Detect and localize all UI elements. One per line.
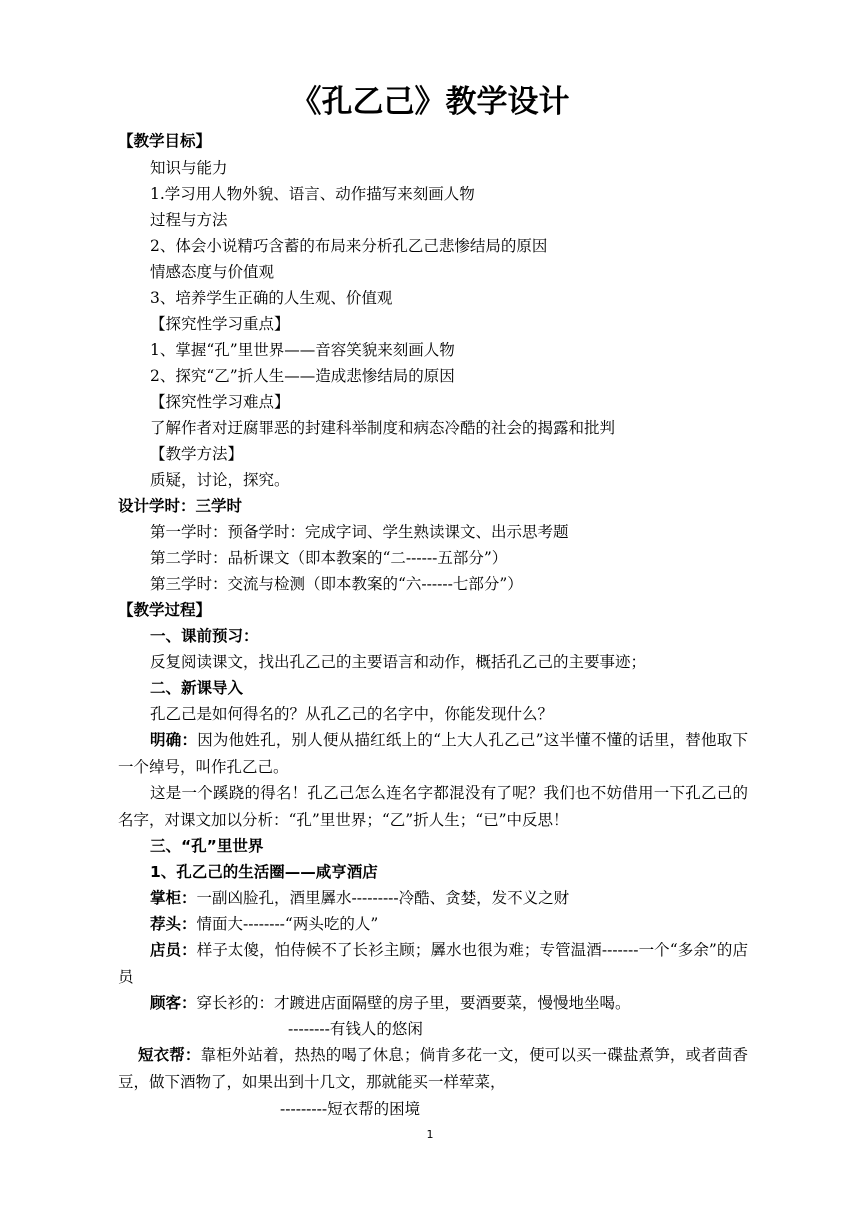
character-label: 荐头：: [150, 915, 197, 933]
subsection-title: 1、孔乙己的生活圈——咸亨酒店: [150, 863, 378, 881]
methods-heading: 【教学方法】: [150, 445, 244, 463]
character-text: 一副凶脸孔，酒里羼水---------冷酷、贪婪，发不义之财: [196, 889, 570, 907]
character-text: 情面大--------“两头吃的人”: [196, 915, 379, 933]
section-title: 二、新课导入: [150, 679, 244, 697]
character-text: 穿长衫的：才踱进店面隔壁的房子里，要酒要菜，慢慢地坐喝。: [196, 994, 631, 1012]
document-title: 《孔乙己》教学设计: [290, 84, 570, 120]
schedule-heading: 设计学时：三学时: [118, 497, 243, 515]
schedule-line: 第一学时：预备学时：完成字词、学生熟读课文、出示思考题: [150, 523, 569, 541]
objective-line: 3、培养学生正确的人生观、价值观: [150, 289, 393, 307]
page-number: 1: [426, 1128, 434, 1141]
schedule-line: 第二学时：品析课文（即本教案的“二------五部分”）: [150, 549, 508, 567]
section-title: 三、“孔”里世界: [150, 837, 264, 855]
note-line: --------有钱人的悠闲: [288, 1020, 423, 1038]
character-label: 店员：: [150, 941, 197, 959]
difficulty-heading: 【探究性学习难点】: [150, 393, 290, 411]
objectives-heading: 【教学目标】: [118, 132, 212, 150]
intro-paragraph: 这是一个蹊跷的得名！孔乙己怎么连名字都混没有了呢？我们也不妨借用一下孔乙己的名字，对课文加以分析：“孔”里世界；“乙”折人生；“已”中反思！: [118, 784, 748, 829]
key-point-line: 1、掌握“孔”里世界——音容笑貌来刻画人物: [150, 341, 455, 359]
character-paragraph: [118, 1042, 748, 1095]
note-line: ---------短衣帮的困境: [280, 1100, 421, 1118]
process-heading: 【教学过程】: [118, 601, 212, 619]
schedule-line: 第三学时：交流与检测（即本教案的“六------七部分”）: [150, 575, 523, 593]
character-line: [150, 911, 378, 937]
objective-line: 情感态度与价值观: [150, 263, 275, 281]
objective-line: 1.学习用人物外貌、语言、动作描写来刻画人物: [150, 185, 475, 203]
character-text: 样子太傻，怕侍候不了长衫主顾；羼水也很为难；专管温酒-------一个“多余”的店员: [118, 941, 748, 986]
section-text: 孔乙己是如何得名的？从孔乙己的名字中，你能发现什么？: [150, 705, 554, 723]
difficulty-line: 了解作者对迂腐罪恶的封建科举制度和病态冷酷的社会的揭露和批判: [150, 419, 616, 437]
character-label: 顾客：: [150, 994, 197, 1012]
objective-line: 知识与能力: [150, 159, 228, 177]
character-line: [150, 990, 631, 1016]
character-label: 掌柜：: [150, 889, 197, 907]
objective-line: 过程与方法: [150, 211, 228, 229]
ming-label: 明确：: [150, 731, 198, 749]
character-paragraph: [118, 937, 748, 990]
character-line: [150, 885, 569, 911]
section-text: 反复阅读课文，找出孔乙己的主要语言和动作，概括孔乙己的主要事迹；: [150, 653, 647, 671]
character-text: 靠柜外站着，热热的喝了休息；倘肯多花一文，便可以买一碟盐煮笋，或者茴香豆，做下酒物了，如果出到十几文，那就能买一样荤菜，: [118, 1046, 748, 1091]
ming-paragraph: [118, 727, 748, 780]
key-point-line: 2、探究“乙”折人生——造成悲惨结局的原因: [150, 367, 455, 385]
character-label: 短衣帮：: [138, 1046, 201, 1064]
key-points-heading: 【探究性学习重点】: [150, 315, 290, 333]
section-title: 一、课前预习：: [150, 627, 259, 645]
objective-line: 2、体会小说精巧含蓄的布局来分析孔乙己悲惨结局的原因: [150, 237, 548, 255]
methods-line: 质疑，讨论，探究。: [150, 471, 290, 489]
ming-text: 因为他姓孔，别人便从描红纸上的“上大人孔乙己”这半懂不懂的话里，替他取下一个绰号，叫作孔乙己。: [118, 731, 748, 776]
